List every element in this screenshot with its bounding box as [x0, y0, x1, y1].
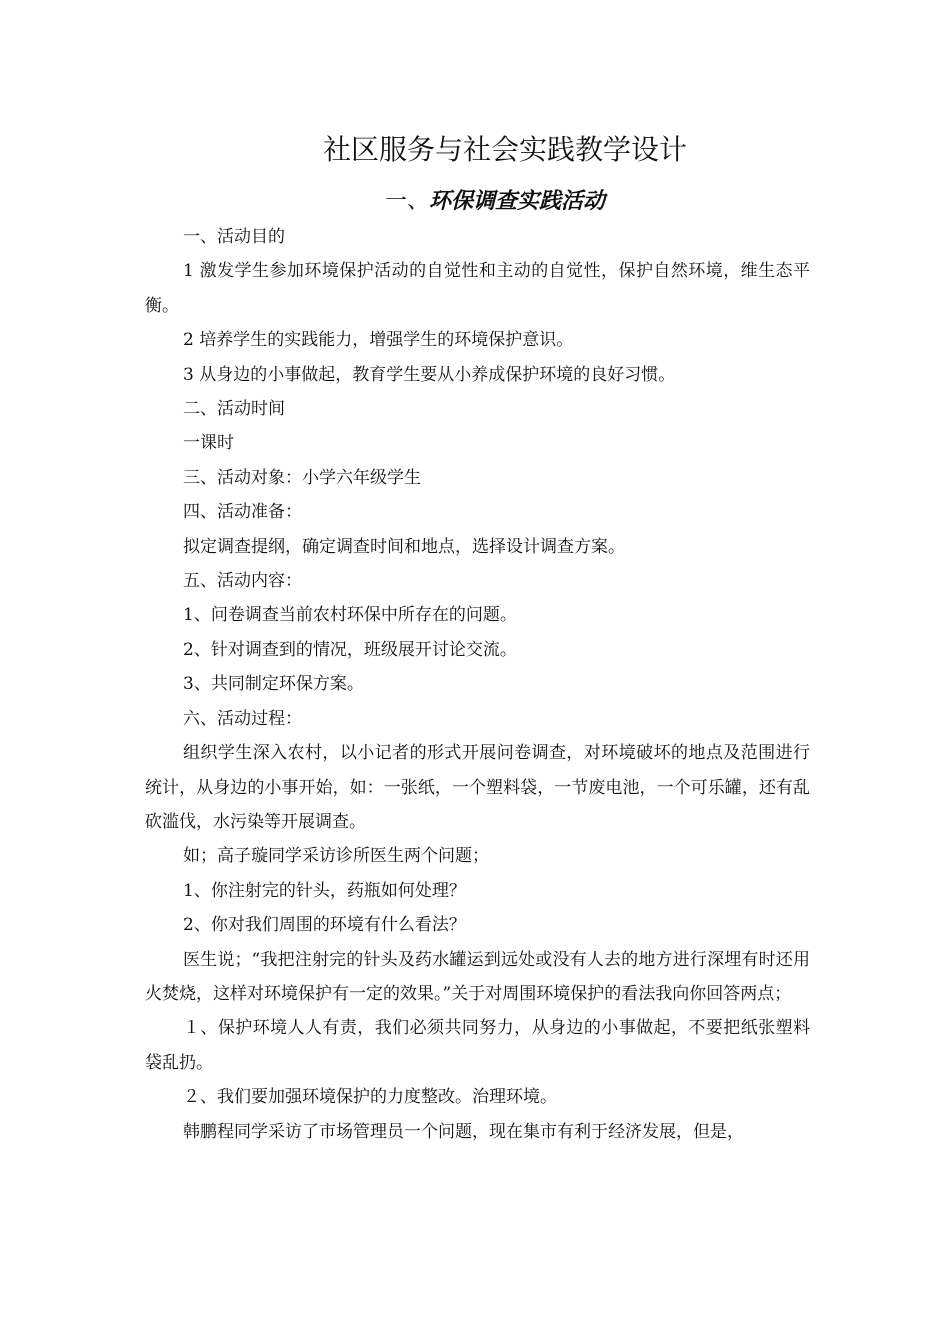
- paragraph-doctor-answer: 医生说；“我把注射完的针头及药水罐运到远处或没有人去的地方进行深埋有时还用火焚烧，这样对环境保护有一定的效果。”关于对周围环境保护的看法我向你回答两点；: [145, 949, 810, 1004]
- paragraph-heading-process: 六、活动过程：: [183, 708, 302, 729]
- section-heading: [0, 184, 950, 219]
- paragraph-question-2: 2、你对我们周围的环境有什么看法？: [183, 915, 466, 936]
- paragraph-heading-purpose: 一、活动目的: [183, 227, 285, 247]
- paragraph-purpose-2: 2 培养学生的实践能力，增强学生的环境保护意识。: [183, 330, 574, 351]
- document-title: 社区服务与社会实践教学设计: [322, 133, 687, 166]
- paragraph-question-1: 1、你注射完的针头，药瓶如何处理？: [183, 880, 466, 901]
- paragraph-heading-preparation: 四、活动准备：: [183, 502, 302, 523]
- section-heading-number: 一、: [384, 189, 429, 214]
- paragraph-content-3: 3、共同制定环保方案。: [183, 674, 364, 695]
- paragraph-heading-time: 二、活动时间: [183, 399, 285, 420]
- paragraph-content-2: 2、针对调查到的情况，班级展开讨论交流。: [183, 639, 517, 660]
- paragraph-content-1: 1、问卷调查当前农村环保中所存在的问题。: [183, 605, 517, 626]
- paragraph-preparation: 拟定调查提纲，确定调查时间和地点，选择设计调查方案。: [183, 536, 625, 557]
- paragraph-purpose-3: 3 从身边的小事做起，教育学生要从小养成保护环境的良好习惯。: [183, 364, 676, 385]
- section-heading-name: 环保调查实践活动: [429, 188, 606, 214]
- paragraph-process: 组织学生深入农村，以小记者的形式开展问卷调查，对环境破坏的地点及范围进行统计，从身边的小事开始，如：一张纸，一个塑料袋，一节废电池，一个可乐罐，还有乱砍滥伐，水污染等开展调查。: [145, 743, 810, 832]
- paragraph-heading-content: 五、活动内容：: [183, 571, 302, 592]
- paragraph-heading-target: 三、活动对象：小学六年级学生: [183, 467, 421, 488]
- paragraph-interview-intro: 如；高子璇同学采访诊所医生两个问题；: [183, 846, 489, 867]
- paragraph-market-interview: 韩鹏程同学采访了市场管理员一个问题，现在集市有利于经济发展，但是，: [183, 1121, 744, 1142]
- document-body: [145, 220, 810, 1149]
- paragraph-answer-2: ２、我们要加强环境保护的力度整改。治理环境。: [183, 1087, 557, 1108]
- paragraph-purpose-1: 1 激发学生参加环境保护活动的自觉性和主动的自觉性，保护自然环境，维生态平衡。: [145, 261, 810, 316]
- paragraph-answer-1: １、保护环境人人有责，我们必须共同努力，从身边的小事做起，不要把纸张塑料袋乱扔。: [145, 1018, 810, 1073]
- paragraph-time: 一课时: [183, 433, 234, 454]
